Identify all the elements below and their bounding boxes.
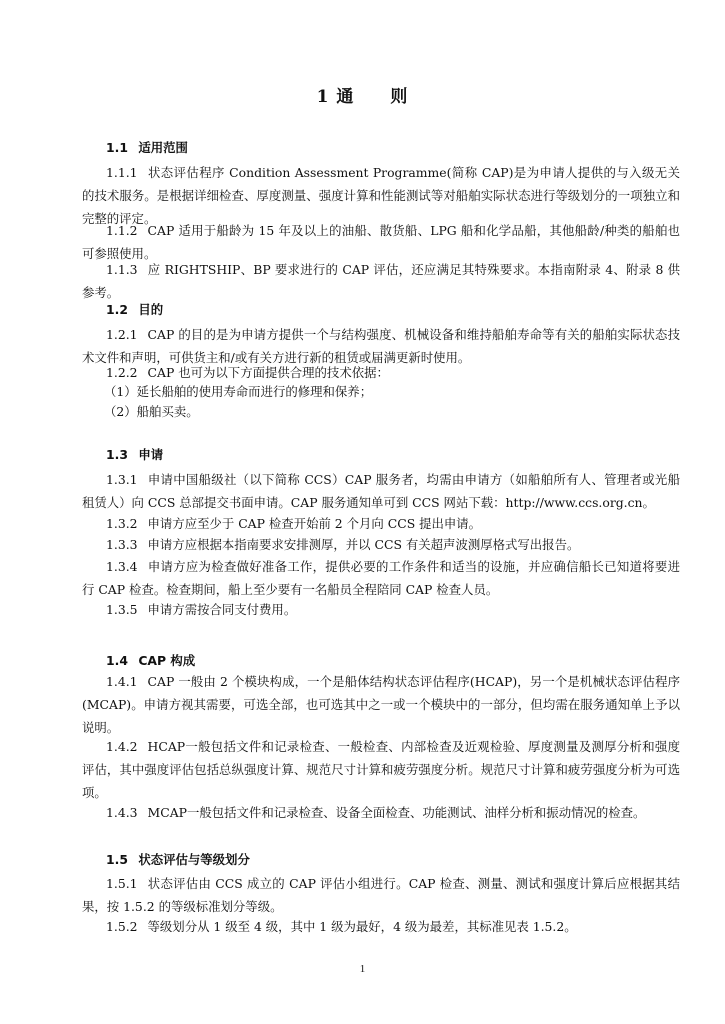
section-title: 目的 — [138, 302, 164, 317]
paragraph-text: 申请方需按合同支付费用。 — [147, 602, 297, 617]
paragraph-1-3-2 — [82, 512, 680, 535]
chapter-title: 1 通 则 — [316, 87, 409, 107]
section-number: 1.4 — [106, 653, 128, 668]
paragraph-text: 申请方应根据本指南要求安排测厚，并以 CCS 有关超声波测厚格式写出报告。 — [147, 537, 580, 552]
paragraph-1-5-1 — [82, 872, 680, 918]
paragraph-number: 1.3.2 — [106, 516, 138, 531]
section-number: 1.2 — [106, 302, 128, 317]
section-number: 1.3 — [106, 447, 128, 462]
section-title: CAP 构成 — [138, 653, 196, 668]
paragraph-number: 1.3.1 — [106, 472, 138, 487]
section-heading-1-2 — [106, 298, 163, 321]
section-heading-1-5 — [106, 848, 250, 871]
section-heading-1-1 — [106, 136, 188, 159]
paragraph-number: 1.1.2 — [106, 223, 138, 238]
paragraph-number: 1.1.3 — [106, 262, 138, 277]
paragraph-text: CAP 适用于船龄为 15 年及以上的油船、散货船、LPG 船和化学品船，其他船龄/种类的船舶也可参照使用。 — [82, 223, 680, 261]
paragraph-1-4-3 — [82, 801, 680, 824]
paragraph-number: 1.3.4 — [106, 559, 138, 574]
section-title: 适用范围 — [138, 140, 188, 155]
paragraph-1-3-3 — [82, 533, 680, 556]
paragraph-text: CAP 的目的是为申请方提供一个与结构强度、机械设备和维持船舶寿命等有关的船舶实际状态技术文件和声明，可供货主和/或有关方进行新的租赁或届满更新时使用。 — [82, 327, 680, 365]
paragraph-text: 申请方应为检查做好准备工作，提供必要的工作条件和适当的设施，并应确信船长已知道将要进行 CAP 检查。检查期间，船上至少要有一名船员全程陪同 CAP 检查人员。 — [82, 559, 680, 597]
paragraph-1-4-2 — [82, 735, 680, 804]
paragraph-text: CAP 也可为以下方面提供合理的技术依据： — [147, 365, 389, 380]
paragraph-text: 申请中国船级社（以下简称 CCS）CAP 服务者，均需由申请方（如船舶所有人、管理者或光船租赁人）向 CCS 总部提交书面申请。CAP 服务通知单可到 CCS 网站下载：http://www.ccs.org.cn。 — [82, 472, 680, 510]
section-title: 申请 — [138, 447, 164, 462]
paragraph-number: 1.5.2 — [106, 919, 138, 934]
paragraph-number: 1.3.5 — [106, 602, 138, 617]
paragraph-text: 应 RIGHTSHIP、BP 要求进行的 CAP 评估，还应满足其特殊要求。本指南附录 4、附录 8 供参考。 — [82, 262, 680, 300]
paragraph-number: 1.5.1 — [106, 876, 138, 891]
paragraph-number: 1.2.1 — [106, 327, 138, 342]
paragraph-number: 1.4.1 — [106, 674, 138, 689]
section-number: 1.5 — [106, 852, 128, 867]
paragraph-number: 1.4.3 — [106, 805, 138, 820]
page-number: 1 — [359, 963, 366, 975]
paragraph-text: CAP 一般由 2 个模块构成，一个是船体结构状态评估程序(HCAP)，另一个是机械状态评估程序(MCAP)。申请方视其需要，可选全部，也可选其中之一或一个模块中的一部分，但均需在服务通知单上予以说明。 — [82, 674, 680, 735]
paragraph-1-1-3 — [82, 258, 680, 304]
paragraph-1-4-1 — [82, 670, 680, 739]
section-heading-1-4 — [106, 649, 195, 672]
paragraph-number: 1.2.2 — [106, 365, 138, 380]
paragraph-text: HCAP一般包括文件和记录检查、一般检查、内部检查及近观检验、厚度测量及测厚分析和强度评估，其中强度评估包括总纵强度计算、规范尺寸计算和疲劳强度分析。规范尺寸计算和疲劳强度分析为可选项。 — [82, 739, 680, 800]
list-item: （2）船舶买卖。 — [104, 404, 199, 419]
list-item: （1）延长船舶的使用寿命而进行的修理和保养； — [104, 384, 373, 399]
section-title: 状态评估与等级划分 — [138, 852, 250, 867]
paragraph-text: 申请方应至少于 CAP 检查开始前 2 个月向 CCS 提出申请。 — [147, 516, 482, 531]
paragraph-1-3-4 — [82, 555, 680, 601]
paragraph-number: 1.3.3 — [106, 537, 138, 552]
paragraph-number: 1.4.2 — [106, 739, 138, 754]
paragraph-1-5-2 — [82, 915, 680, 938]
paragraph-1-3-5 — [82, 598, 680, 621]
paragraph-text: 等级划分从 1 级至 4 级，其中 1 级为最好，4 级为最差，其标准见表 1.5.2。 — [147, 919, 577, 934]
section-heading-1-3 — [106, 443, 163, 466]
paragraph-text: 状态评估程序 Condition Assessment Programme(简称 CAP)是为申请人提供的与入级无关的技术服务。是根据详细检查、厚度测量、强度计算和性能测试等对船舶实际状态进行等级划分的一项独立和完整的评定。 — [82, 165, 680, 226]
paragraph-text: 状态评估由 CCS 成立的 CAP 评估小组进行。CAP 检查、测量、测试和强度计算后应根据其结果，按 1.5.2 的等级标准划分等级。 — [82, 876, 680, 914]
section-number: 1.1 — [106, 140, 128, 155]
paragraph-1-3-1 — [82, 468, 680, 514]
paragraph-text: MCAP一般包括文件和记录检查、设备全面检查、功能测试、油样分析和振动情况的检查。 — [147, 805, 646, 820]
paragraph-number: 1.1.1 — [106, 165, 138, 180]
